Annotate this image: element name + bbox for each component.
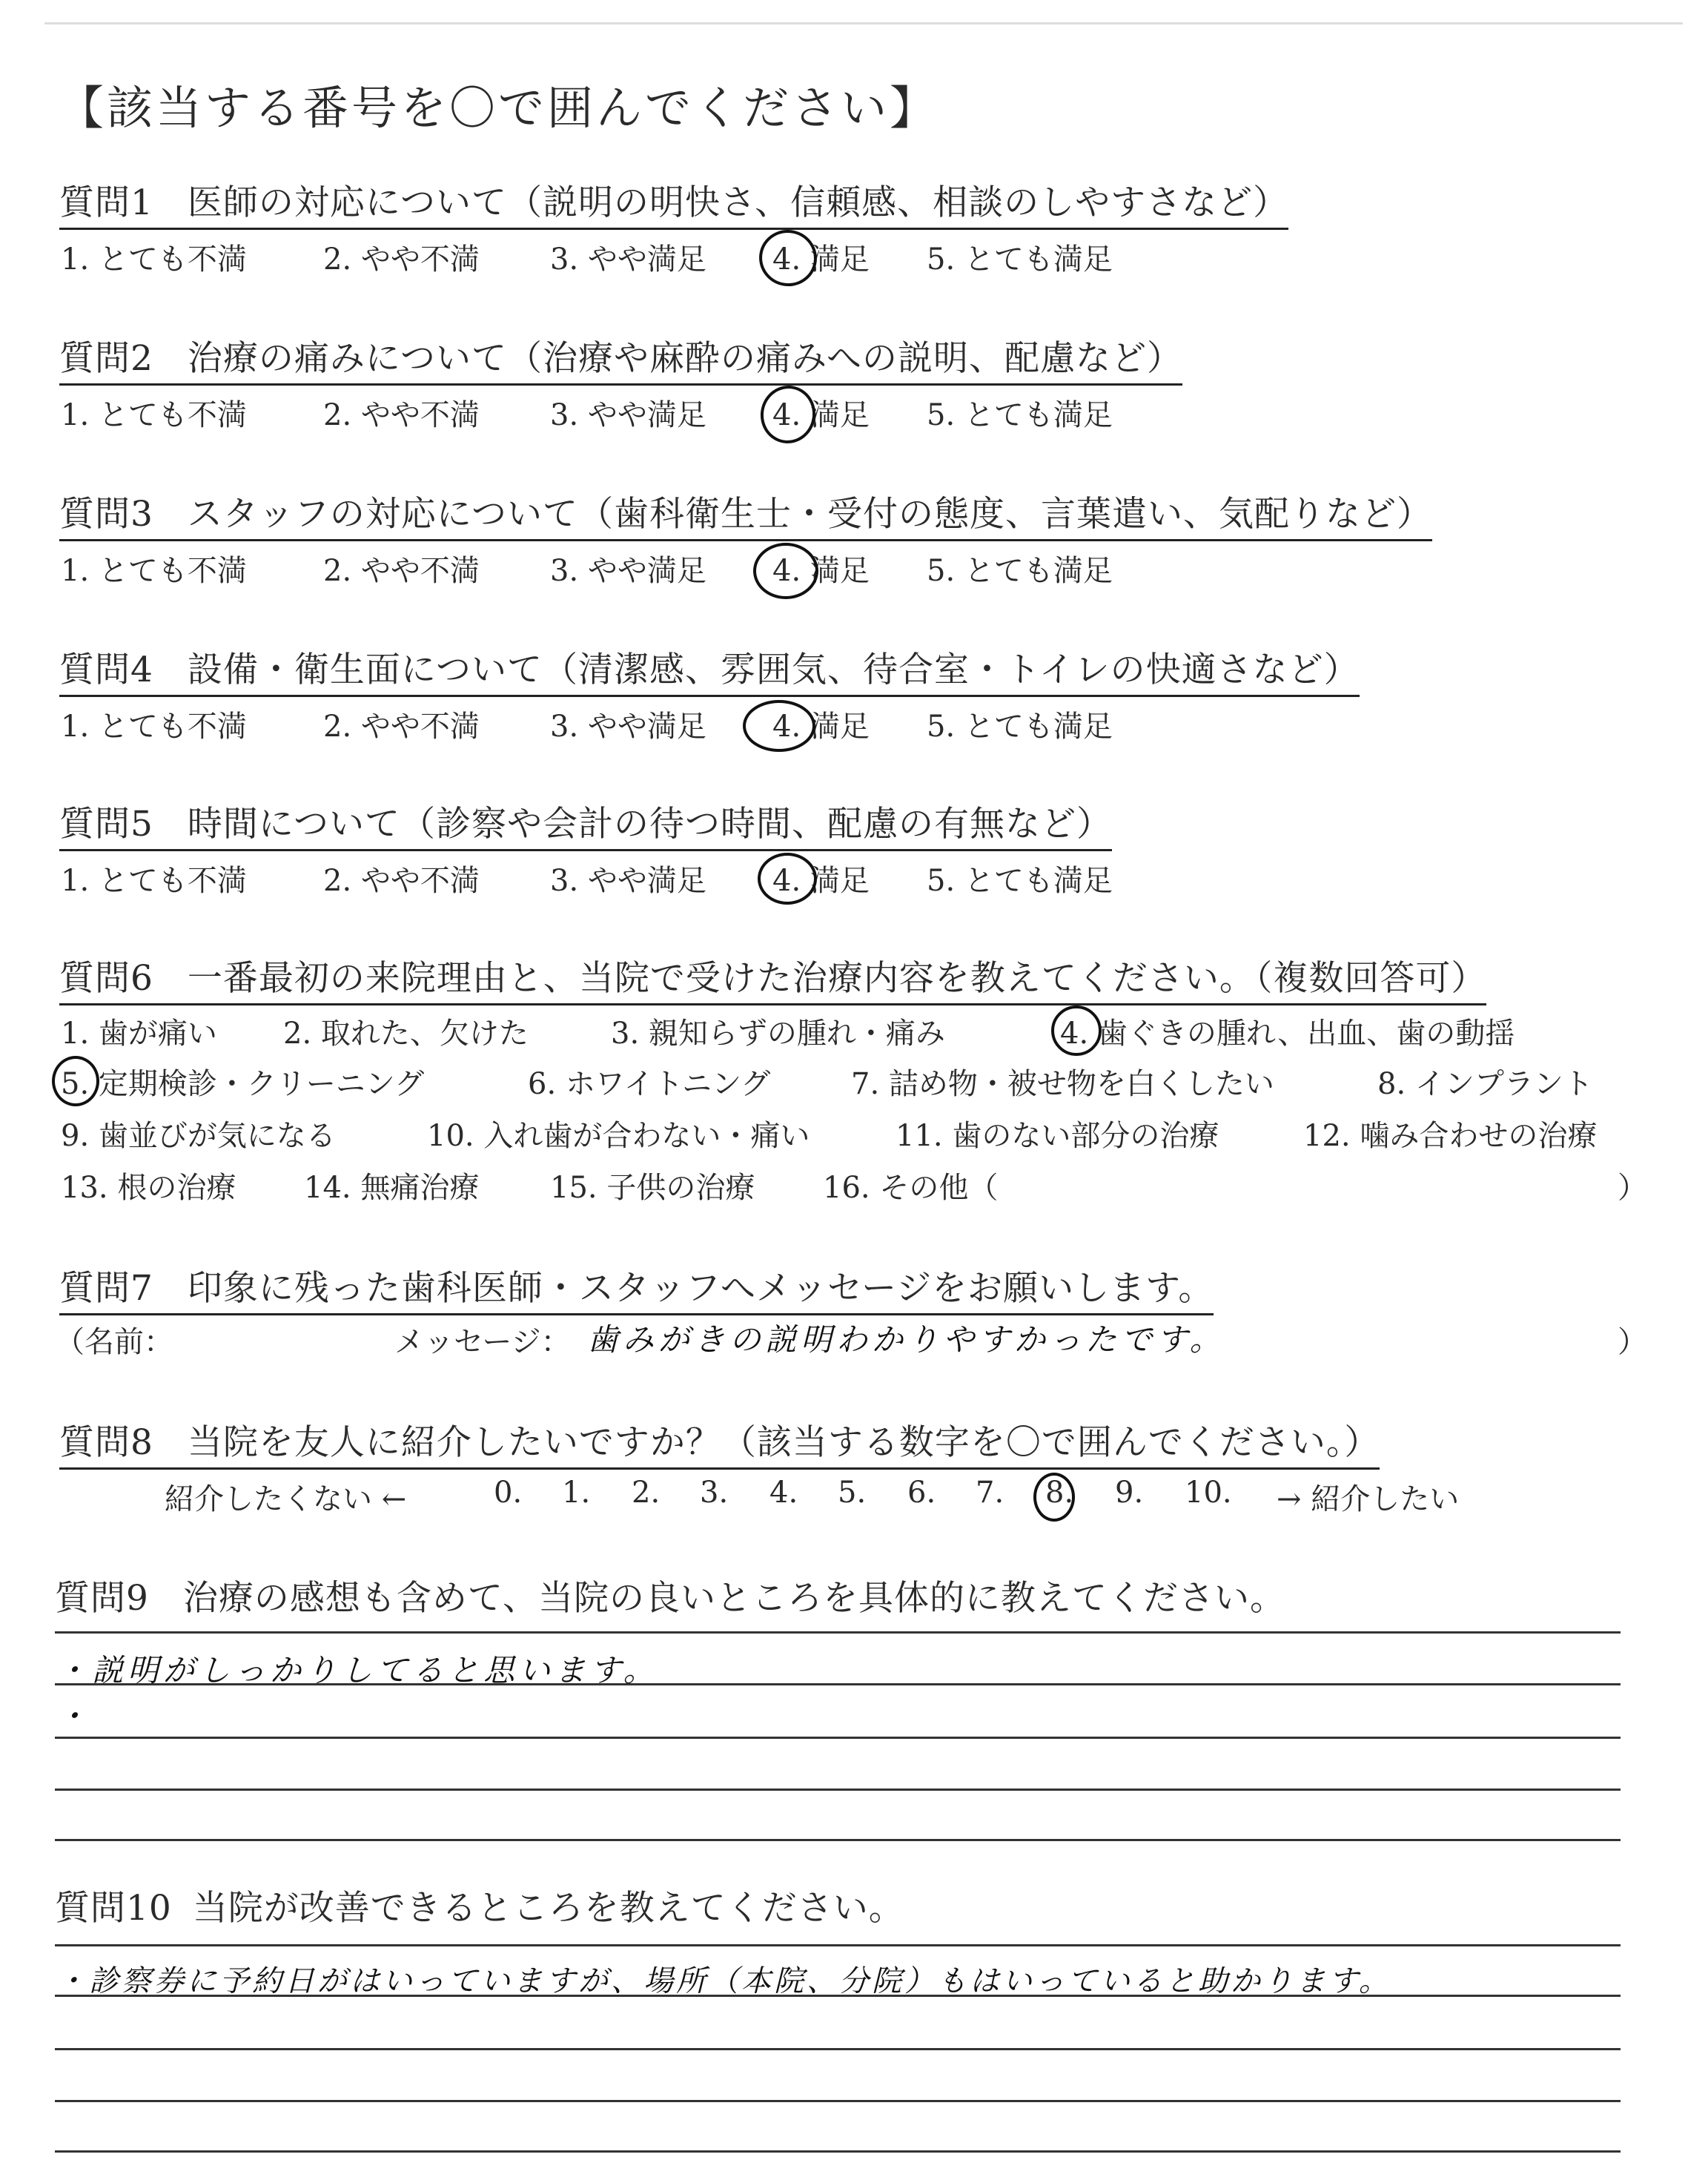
option-4[interactable]: 4. 満足 — [772, 554, 870, 588]
question-number: 質問2 — [59, 338, 153, 379]
question-text: 設備・衛生面について（清潔感、雰囲気、待合室・トイレの快適さなど） — [187, 650, 1360, 690]
score-9[interactable]: 9. — [1115, 1476, 1144, 1510]
answer-handwritten-2[interactable]: ・ — [56, 1698, 93, 1734]
answer-line — [55, 1995, 1621, 1997]
answer-line — [55, 1631, 1621, 1634]
option-4[interactable]: 4. 満足 — [772, 710, 870, 744]
question-7-heading — [59, 1261, 1214, 1315]
option-14[interactable]: 14. 無痛治療 — [304, 1171, 480, 1205]
selection-circle — [753, 543, 818, 599]
answer-line — [55, 2048, 1621, 2050]
message-label: メッセージ： — [394, 1325, 571, 1359]
option-3[interactable]: 3. やや満足 — [550, 710, 706, 744]
option-8[interactable]: 8. インプラント — [1377, 1067, 1593, 1101]
question-text: 一番最初の来院理由と、当院で受けた治療内容を教えてください。（複数回答可） — [187, 958, 1487, 999]
option-4[interactable]: 4. 満足 — [772, 398, 870, 432]
score-8[interactable]: 8. — [1045, 1476, 1074, 1510]
option-1[interactable]: 1. とても不満 — [61, 242, 247, 277]
close-paren: ） — [1618, 1325, 1647, 1359]
option-2[interactable]: 2. やや不満 — [323, 554, 480, 588]
option-4[interactable]: 4. 満足 — [772, 242, 870, 277]
option-3[interactable]: 3. やや満足 — [550, 554, 706, 588]
question-9-heading — [55, 1571, 1285, 1620]
selection-circle — [754, 225, 822, 292]
option-16[interactable]: 16. その他（ — [823, 1171, 999, 1205]
option-1[interactable]: 1. 歯が痛い — [61, 1017, 217, 1051]
score-4[interactable]: 4. — [769, 1476, 798, 1510]
score-3[interactable]: 3. — [700, 1476, 729, 1510]
question-number: 質問5 — [59, 804, 153, 845]
question-10-heading — [55, 1880, 904, 1930]
option-15[interactable]: 15. 子供の治療 — [550, 1171, 755, 1205]
name-label: （名前： — [55, 1325, 173, 1359]
score-0[interactable]: 0. — [494, 1476, 523, 1510]
question-text: 当院を友人に紹介したいですか？（該当する数字を〇で囲んでください。） — [187, 1422, 1380, 1463]
score-6[interactable]: 6. — [907, 1476, 936, 1510]
answer-line — [55, 1789, 1621, 1791]
question-1-heading — [59, 175, 1288, 230]
option-5[interactable]: 5. とても満足 — [927, 710, 1113, 744]
page-title: 【該当する番号を〇で囲んでください】 — [58, 81, 939, 135]
score-5[interactable]: 5. — [838, 1476, 867, 1510]
message-handwritten[interactable]: 歯みがきの説明わかりやすかったです。 — [587, 1321, 1225, 1358]
option-6[interactable]: 6. ホワイトニング — [528, 1067, 771, 1101]
question-4-heading — [59, 642, 1360, 697]
option-2[interactable]: 2. やや不満 — [323, 242, 480, 277]
other-close-paren: ） — [1618, 1171, 1647, 1205]
option-11[interactable]: 11. 歯のない部分の治療 — [896, 1119, 1219, 1153]
question-2-heading — [59, 331, 1182, 386]
selection-circle — [1033, 1473, 1075, 1522]
option-2[interactable]: 2. やや不満 — [323, 398, 480, 432]
question-text: スタッフの対応について（歯科衛生士・受付の態度、言葉遣い、気配りなど） — [187, 494, 1432, 535]
question-text: 時間について（診察や会計の待つ時間、配慮の有無など） — [187, 804, 1112, 845]
selection-circle — [1051, 1005, 1102, 1056]
option-3[interactable]: 3. 親知らずの腫れ・痛み — [611, 1017, 945, 1051]
option-13[interactable]: 13. 根の治療 — [61, 1171, 236, 1205]
option-4[interactable]: 4. 歯ぐきの腫れ、出血、歯の動揺 — [1060, 1017, 1515, 1051]
question-text: 治療の感想も含めて、当院の良いところを具体的に教えてください。 — [182, 1578, 1285, 1619]
option-3[interactable]: 3. やや満足 — [550, 242, 706, 277]
answer-line — [55, 1839, 1621, 1841]
score-1[interactable]: 1. — [562, 1476, 591, 1510]
selection-circle — [743, 700, 815, 752]
option-3[interactable]: 3. やや満足 — [550, 864, 706, 898]
option-12[interactable]: 12. 噛み合わせの治療 — [1303, 1119, 1598, 1153]
left-label: 紹介したくない ← — [165, 1482, 407, 1516]
option-5[interactable]: 5. とても満足 — [927, 554, 1113, 588]
right-label: → 紹介したい — [1277, 1482, 1460, 1516]
option-3[interactable]: 3. やや満足 — [550, 398, 706, 432]
answer-line — [55, 1683, 1621, 1685]
question-number: 質問8 — [59, 1422, 153, 1463]
option-10[interactable]: 10. 入れ歯が合わない・痛い — [427, 1119, 810, 1153]
question-number: 質問3 — [59, 494, 153, 535]
question-3-heading — [59, 486, 1432, 541]
score-10[interactable]: 10. — [1185, 1476, 1232, 1510]
scan-top-edge — [44, 22, 1683, 24]
option-1[interactable]: 1. とても不満 — [61, 710, 247, 744]
question-5-heading — [59, 796, 1112, 851]
selection-circle — [52, 1056, 99, 1106]
score-7[interactable]: 7. — [976, 1476, 1004, 1510]
question-text: 当院が改善できるところを教えてください。 — [192, 1888, 904, 1929]
answer-line — [55, 2150, 1621, 2153]
question-number: 質問7 — [59, 1268, 153, 1309]
answer-line — [55, 1944, 1621, 1946]
option-4[interactable]: 4. 満足 — [772, 864, 870, 898]
question-text: 医師の対応について（説明の明快さ、信頼感、相談のしやすさなど） — [187, 182, 1289, 223]
option-1[interactable]: 1. とても不満 — [61, 398, 247, 432]
question-text: 治療の痛みについて（治療や麻酔の痛みへの説明、配慮など） — [187, 338, 1183, 379]
option-2[interactable]: 2. 取れた、欠けた — [283, 1017, 529, 1051]
option-5[interactable]: 5. とても満足 — [927, 398, 1113, 432]
score-2[interactable]: 2. — [632, 1476, 661, 1510]
question-6-heading — [59, 951, 1486, 1005]
option-5[interactable]: 5. とても満足 — [927, 864, 1113, 898]
option-2[interactable]: 2. やや不満 — [323, 710, 480, 744]
question-number: 質問9 — [55, 1578, 149, 1619]
question-8-heading — [59, 1415, 1380, 1470]
question-number: 質問10 — [55, 1888, 172, 1929]
option-1[interactable]: 1. とても不満 — [61, 554, 247, 588]
answer-handwritten-1[interactable]: ・説明がしっかりしてると思います。 — [56, 1652, 659, 1688]
option-2[interactable]: 2. やや不満 — [323, 864, 480, 898]
question-text: 印象に残った歯科医師・スタッフへメッセージをお願いします。 — [187, 1268, 1214, 1309]
option-5[interactable]: 5. とても満足 — [927, 242, 1113, 277]
option-1[interactable]: 1. とても不満 — [61, 864, 247, 898]
question-number: 質問4 — [59, 650, 153, 690]
option-7[interactable]: 7. 詰め物・被せ物を白くしたい — [851, 1067, 1274, 1101]
selection-circle — [758, 853, 817, 905]
answer-line — [55, 2100, 1621, 2102]
answer-handwritten-1[interactable]: ・診察券に予約日がはいっていますが、場所（本院、分院）もはいっていると助かります。 — [56, 1964, 1391, 1998]
option-5[interactable]: 5. 定期検診・クリーニング — [61, 1067, 425, 1101]
option-9[interactable]: 9. 歯並びが気になる — [61, 1119, 336, 1153]
question-number: 質問6 — [59, 958, 153, 999]
answer-line — [55, 1737, 1621, 1739]
question-number: 質問1 — [59, 182, 153, 223]
